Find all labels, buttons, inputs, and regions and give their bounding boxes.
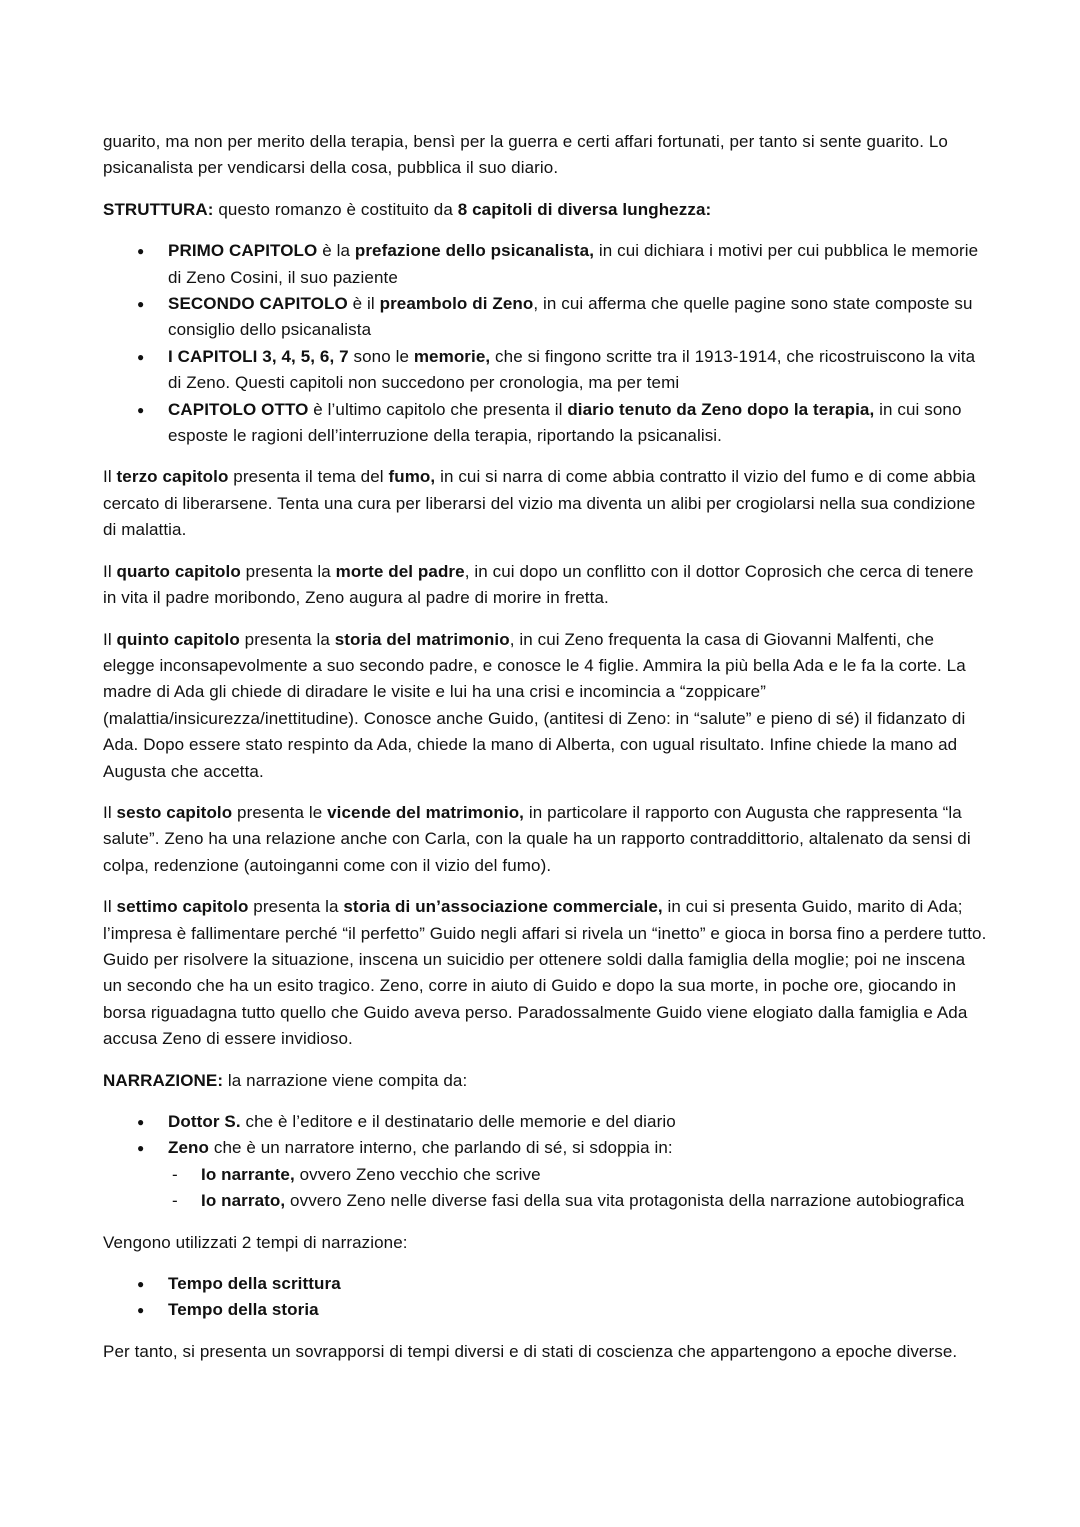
item-text: è la bbox=[317, 241, 355, 261]
item-text: in cui sono esposte le ragioni dell’interruzione della terapia, riportando la psicanalisi. bbox=[168, 399, 962, 446]
chapter-paragraph-settimo bbox=[103, 894, 988, 1052]
chapter-text: presenta il tema del bbox=[228, 467, 389, 487]
chapter-text: Il bbox=[103, 897, 117, 917]
conclusion-paragraph: Per tanto, si presenta un sovrapporsi di tempi diversi e di stati di coscienza che appartengono a epoche diverse. bbox=[103, 1341, 958, 1361]
chapter-bold: quinto capitolo bbox=[116, 629, 240, 649]
chapter-text: Il bbox=[103, 802, 117, 822]
chapter-text: in cui si presenta Guido, marito di Ada; l’impresa è fallimentare perché “il perfetto” Guido negli affari si rivela un “inetto” e gioca in borsa fino a perdere tutto. Guido per risolvere la situazione, inscena un suicidio per ottenere soldi dalla famiglia della moglie; poi ne inscena un secondo che ha un esito tragico. Zeno, corre in aiuto di Guido e dopo la sua morte, in poche ore, giocando in borsa riguadagna tutto quello che Guido aveva perso. Paradossalmente Guido viene elogiato dalla famiglia e Ada accusa Zeno di essere invidioso. bbox=[103, 897, 987, 1049]
chapter-text: presenta la bbox=[240, 561, 336, 581]
document-body bbox=[103, 129, 988, 1380]
narrazione-text: la narrazione viene compita da: bbox=[223, 1070, 468, 1090]
sub-item-lead: Io narrante, bbox=[201, 1164, 295, 1184]
chapter-text: Il bbox=[103, 561, 117, 581]
chapter-text: presenta la bbox=[248, 897, 344, 917]
struttura-list bbox=[103, 238, 988, 449]
narrazione-sublist bbox=[168, 1162, 988, 1215]
item-text: che è un narratore interno, che parlando di sé, si sdoppia in: bbox=[209, 1138, 673, 1158]
chapter-paragraph-sesto bbox=[103, 800, 988, 879]
chapter-bold: morte del padre bbox=[335, 561, 465, 581]
chapter-paragraph-terzo bbox=[103, 464, 988, 543]
chapter-text: presenta le bbox=[232, 802, 328, 822]
item-lead: Dottor S. bbox=[168, 1112, 241, 1131]
chapter-text: in particolare il rapporto con Augusta che rappresenta “la salute”. Zeno ha una relazione anche con Carla, con la quale ha un rapporto contraddittorio, altalenato da sensi di colpa, redenzione (autoinganni come con il vizio del fumo). bbox=[103, 802, 971, 875]
sub-list-item bbox=[201, 1162, 988, 1188]
list-item bbox=[168, 1135, 988, 1214]
item-lead: I CAPITOLI 3, 4, 5, 6, 7 bbox=[168, 346, 349, 366]
narrazione-list bbox=[103, 1109, 988, 1215]
chapter-bold: vicende del matrimonio, bbox=[327, 802, 524, 822]
chapter-bold: settimo capitolo bbox=[116, 897, 249, 917]
chapter-paragraph-quarto bbox=[103, 559, 988, 612]
list-item bbox=[168, 397, 988, 450]
item-text: è il bbox=[347, 294, 380, 314]
chapter-bold: fumo, bbox=[388, 467, 436, 487]
struttura-bold: 8 capitoli di diversa lunghezza: bbox=[457, 199, 712, 219]
narrazione-paragraph bbox=[103, 1068, 988, 1094]
narrazione-label: NARRAZIONE: bbox=[103, 1070, 224, 1090]
chapter-bold: storia di un’associazione commerciale, bbox=[343, 897, 663, 917]
intro-paragraph: guarito, ma non per merito della terapia, bensì per la guerra e certi affari fortunati, per tanto si sente guarito. Lo psicanalista per vendicarsi della cosa, pubblica il suo diario. bbox=[103, 132, 948, 178]
item-text: sono le bbox=[348, 346, 414, 366]
item-bold: memorie, bbox=[413, 346, 491, 366]
item-text: è l’ultimo capitolo che presenta il bbox=[308, 399, 568, 419]
chapter-bold: terzo capitolo bbox=[116, 467, 229, 487]
sub-item-text: ovvero Zeno vecchio che scrive bbox=[294, 1164, 541, 1184]
list-item bbox=[168, 238, 988, 291]
tempi-intro: Vengono utilizzati 2 tempi di narrazione: bbox=[103, 1232, 408, 1252]
tempi-list bbox=[103, 1271, 988, 1324]
chapter-bold: storia del matrimonio bbox=[334, 629, 510, 649]
item-lead: PRIMO CAPITOLO bbox=[168, 241, 318, 261]
chapter-text: presenta la bbox=[239, 629, 335, 649]
chapter-bold: sesto capitolo bbox=[116, 802, 233, 822]
item-bold: diario tenuto da Zeno dopo la terapia, bbox=[567, 399, 875, 419]
sub-item-text: ovvero Zeno nelle diverse fasi della sua vita protagonista della narrazione autobiografica bbox=[285, 1191, 965, 1211]
item-lead: CAPITOLO OTTO bbox=[168, 399, 309, 419]
sub-list-item bbox=[201, 1188, 988, 1214]
item-text: che si fingono scritte tra il 1913-1914, che ricostruiscono la vita di Zeno. Questi capitoli non succedono per cronologia, ma per temi bbox=[168, 346, 976, 393]
item-text: in cui dichiara i motivi per cui pubblica le memorie di Zeno Cosini, il suo paziente bbox=[168, 241, 979, 287]
sub-item-lead: Io narrato, bbox=[201, 1191, 286, 1211]
list-item bbox=[168, 1297, 988, 1323]
item-lead: Zeno bbox=[168, 1138, 210, 1158]
item-lead: Tempo della storia bbox=[168, 1300, 319, 1320]
item-lead: Tempo della scrittura bbox=[168, 1274, 341, 1294]
list-item bbox=[168, 291, 988, 344]
list-item bbox=[168, 1271, 988, 1297]
list-item bbox=[168, 1109, 988, 1135]
struttura-paragraph bbox=[103, 197, 988, 223]
chapter-text: , in cui dopo un conflitto con il dottor Coprosich che cerca di tenere in vita il padre moribondo, Zeno augura al padre di morire in fretta. bbox=[103, 561, 974, 608]
item-text: che è l’editore e il destinatario delle memorie e del diario bbox=[240, 1112, 676, 1131]
item-bold: preambolo di Zeno bbox=[379, 294, 534, 314]
chapter-text: in cui si narra di come abbia contratto il vizio del fumo e di come abbia cercato di liberarsene. Tenta una cura per liberarsi del vizio ma diventa un alibi per crogiolarsi nella sua condizione di malattia. bbox=[103, 467, 976, 540]
item-lead: SECONDO CAPITOLO bbox=[168, 294, 348, 314]
chapter-paragraph-quinto bbox=[103, 627, 988, 785]
chapter-text: Il bbox=[103, 467, 117, 487]
list-item bbox=[168, 344, 988, 397]
struttura-text: questo romanzo è costituito da bbox=[213, 199, 458, 219]
chapter-text: , in cui Zeno frequenta la casa di Giovanni Malfenti, che elegge inconsapevolmente a suo secondo padre, e conosce le 4 figlie. Ammira la più bella Ada e le fa la corte. La madre di Ada gli chiede di diradare le visite e lui ha una crisi e incomincia a “zoppicare” (malattia/insicurezza/inettitudine). Conosce anche Guido, (antitesi di Zeno: in “salute” e pieno di sé) il fidanzato di Ada. Dopo essere stato respinto da Ada, chiede la mano di Alberta, con ugual risultato. Infine chiede la mano ad Augusta che accetta. bbox=[103, 629, 966, 781]
chapter-text: Il bbox=[103, 629, 117, 649]
item-bold: prefazione dello psicanalista, bbox=[354, 241, 595, 261]
chapter-bold: quarto capitolo bbox=[116, 561, 241, 581]
item-text: , in cui afferma che quelle pagine sono state composte su consiglio dello psicanalista bbox=[168, 294, 973, 340]
struttura-label: STRUTTURA: bbox=[103, 199, 214, 219]
